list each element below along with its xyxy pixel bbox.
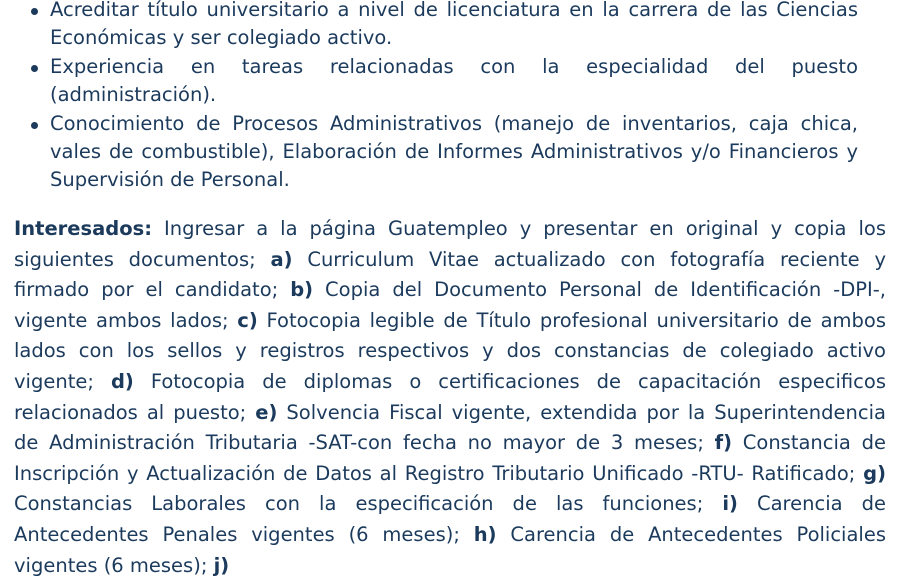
document-text: Solvencia Fiscal vigente, extendida por la Superintendencia de Administración Tributaria -SAT-con fecha no mayor de 3 meses; <box>14 400 886 455</box>
document-text: Curriculum Vitae actualizado con fotografía reciente y firmado por el candidato; <box>14 247 886 302</box>
document-letter: e) <box>255 400 278 424</box>
document-text: Carencia de Antecedentes Penales vigentes (6 meses); <box>14 492 886 546</box>
document-text: Fotocopia legible de Título profesional universitario de ambos lados con los sellos y registros respectivos y dos constancias de colegiado activo vigente; <box>14 308 886 393</box>
requirement-text: Experiencia en tareas relacionadas con la especialidad del puesto (administración). <box>50 54 858 107</box>
document-letter: b) <box>290 278 314 302</box>
document-text: Constancia de Inscripción y Actualización de Datos al Registro Tributario Unificado -RTU- Ratificado; <box>14 431 886 485</box>
document-text: Copia del Documento Personal de Identificación -DPI-, vigente ambos lados; <box>14 278 886 332</box>
document-letter: h) <box>473 522 497 546</box>
document-letter: i) <box>722 492 738 516</box>
interested-intro: Ingresar a la página Guatempleo y presentar en original y copia los siguientes documentos; <box>14 217 886 271</box>
requirement-item <box>26 110 858 195</box>
interested-label: Interesados: <box>14 217 153 240</box>
interested-paragraph <box>14 214 886 581</box>
requirement-item <box>26 53 858 110</box>
document-letter: g) <box>863 461 886 485</box>
document-letter: a) <box>270 247 293 271</box>
document-text: Carencia de Antecedentes Policiales vigentes (6 meses); <box>14 522 887 577</box>
requirement-text: Conocimiento de Procesos Administrativos (manejo de inventarios, caja chica, vales de combustible), Elaboración de Informes Administrativos y/o Financieros y Supervisión de Personal. <box>50 111 858 192</box>
requirements-list <box>26 0 858 195</box>
document-letter: c) <box>237 308 258 332</box>
requirement-text: Acreditar título universitario a nivel de licenciatura en la carrera de las Ciencias Económicas y ser colegiado activo. <box>50 0 858 50</box>
document-text: Fotocopia de diplomas o certificaciones de capacitación especificos relacionados al puesto; <box>14 369 886 424</box>
document-text: Constancias Laborales con la especificación de las funciones; <box>14 492 723 516</box>
document-letter: d) <box>110 369 134 393</box>
requirement-item <box>26 0 858 53</box>
document-letter: f) <box>714 431 733 455</box>
document-letter: j) <box>213 553 230 577</box>
